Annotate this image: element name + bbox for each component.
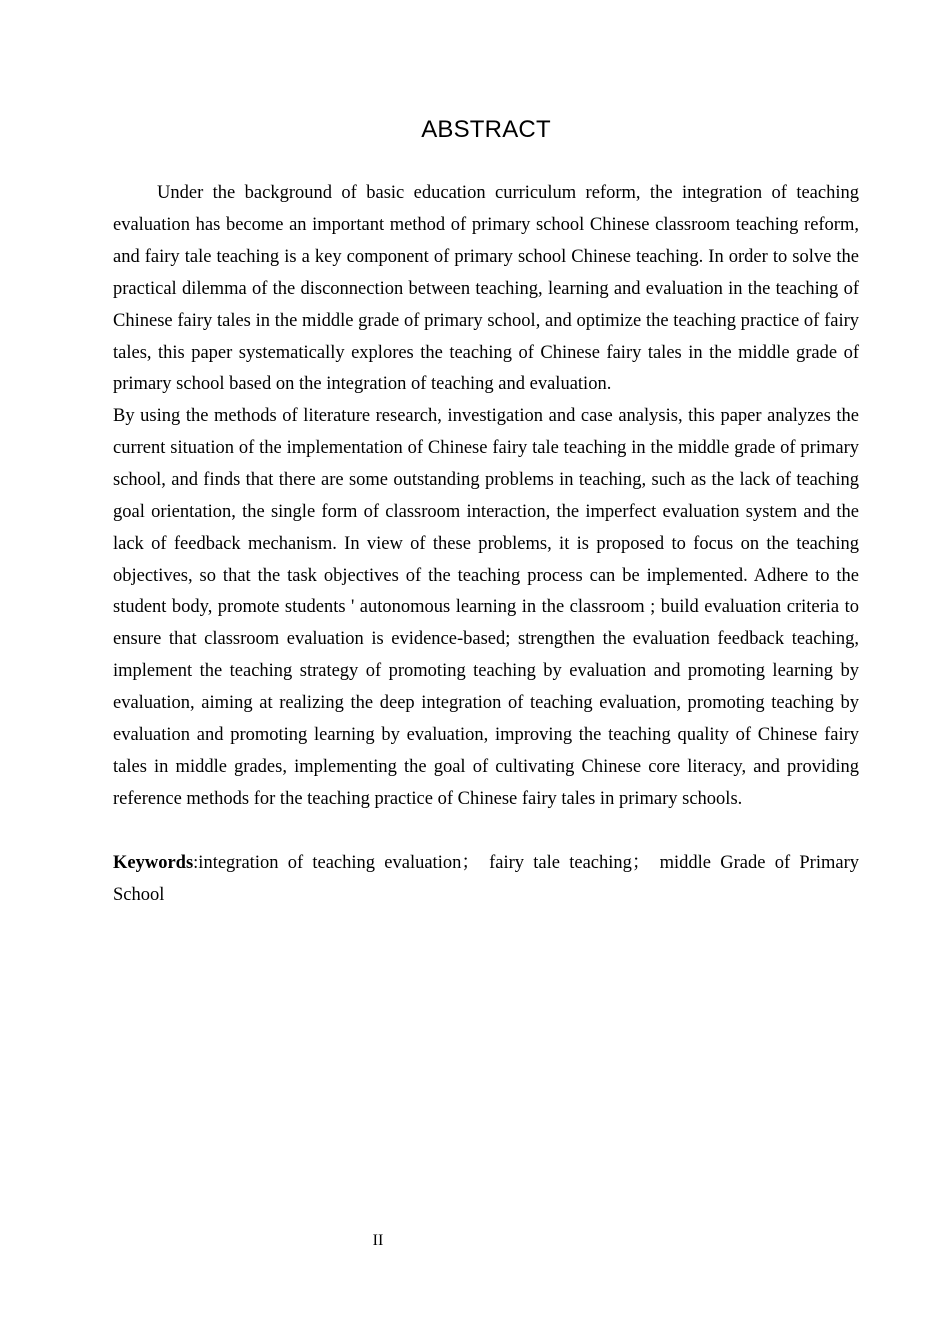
abstract-paragraph-1: Under the background of basic education curriculum reform, the integration of teaching evaluation has become an important method of primary school Chinese classroom teaching reform, and fairy tale teaching is a key component of primary school Chinese teaching. In order to solve the practical dilemma of the disconnection between teaching, learning and evaluation in the teaching of Chinese fairy tales in the middle grade of primary school, and optimize the teaching practice of fairy tales, this paper systematically explores the teaching of Chinese fairy tales in the middle grade of primary school based on the integration of teaching and evaluation. [113,183,859,395]
abstract-title: ABSTRACT [421,116,551,143]
keywords-text: :integration of teaching evaluation； fairy tale teaching； middle Grade of Primary School [113,853,859,905]
page-number: II [372,1232,384,1249]
abstract-paragraph-2: By using the methods of literature research, investigation and case analysis, this paper analyzes the current situation of the implementation of Chinese fairy tale teaching in the middle grade of primary school, and finds that there are some outstanding problems in teaching, such as the lack of teaching goal orientation, the single form of classroom interaction, the imperfect evaluation system and the lack of feedback mechanism. In view of these problems, it is proposed to focus on the teaching objectives, so that the task objectives of the teaching process can be implemented. Adhere to the student body, promote students ' autonomous learning in the classroom ; build evaluation criteria to ensure that classroom evaluation is evidence-based; strengthen the evaluation feedback teaching, implement the teaching strategy of promoting teaching by evaluation and promoting learning by evaluation, aiming at realizing the deep integration of teaching evaluation, promoting teaching by evaluation and promoting learning by evaluation, improving the teaching quality of Chinese fairy tales in middle grades, implementing the goal of cultivating Chinese core literacy, and providing reference methods for the teaching practice of Chinese fairy tales in primary schools. [113,406,859,809]
keywords-label: Keywords [113,853,194,873]
keywords-line [113,848,859,912]
